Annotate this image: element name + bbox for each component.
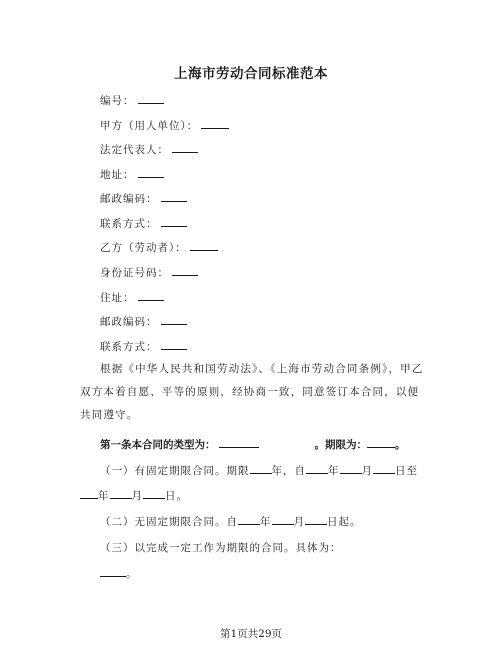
blank-line — [172, 264, 198, 276]
document-title: 上海市劳动合同标准范本 — [174, 66, 328, 82]
blank-line — [238, 513, 260, 525]
field-postcode-b: 邮政编码： — [100, 313, 187, 329]
clause-3: （三）以完成一定工作为期限的合同。具体为： — [100, 542, 342, 554]
intro-paragraph: 根据《中华人民共和国劳动法》、《上海市劳动合同条例》，甲乙双方本着自愿、平等的原则，经协商一致，同意签订本合同，以便共同遵守。 — [80, 363, 424, 421]
blank-line — [80, 487, 98, 499]
blank-line — [340, 462, 362, 474]
clause-1: （一）有固定期限合同。期限 年，自 年 月 日至 — [100, 462, 418, 478]
blank-line — [161, 190, 187, 202]
blank-line — [138, 166, 164, 178]
blank-line — [367, 436, 395, 448]
field-id-number: 身份证号码： — [100, 264, 198, 280]
field-party-b: 乙方（劳动者）： — [100, 239, 218, 255]
page-number: 第1页共29页 — [219, 628, 283, 640]
blank-line — [373, 462, 395, 474]
blank-line — [161, 215, 187, 227]
article-1-heading: 第一条本合同的类型为： 。期限为： 。 — [100, 436, 406, 452]
blank-line — [250, 462, 272, 474]
blank-line — [219, 436, 259, 448]
field-postcode-a: 邮政编码： — [100, 190, 187, 206]
blank-line — [138, 92, 164, 104]
blank-line — [138, 289, 164, 301]
clause-2: （二）无固定期限合同。自 年 月 日起。 — [100, 513, 362, 529]
field-legal-rep: 法定代表人： — [100, 141, 198, 157]
blank-line — [201, 117, 229, 129]
field-address-b: 住址： — [100, 289, 164, 305]
blank-line — [190, 239, 218, 251]
clause-3-continued: 。 — [100, 565, 138, 581]
field-address-a: 地址： — [100, 166, 164, 182]
field-number: 编号： — [100, 92, 164, 108]
blank-line — [305, 513, 327, 525]
blank-line — [110, 487, 132, 499]
field-contact-b: 联系方式： — [100, 338, 187, 354]
blank-line — [272, 513, 294, 525]
field-contact-a: 联系方式： — [100, 215, 187, 231]
blank-line — [143, 487, 165, 499]
clause-1-continued: 年 月 日。 — [80, 487, 188, 503]
field-party-a: 甲方（用人单位）： — [100, 117, 229, 133]
blank-line — [172, 141, 198, 153]
blank-line — [161, 313, 187, 325]
blank-line — [100, 565, 126, 577]
blank-line — [306, 462, 328, 474]
blank-line — [161, 338, 187, 350]
